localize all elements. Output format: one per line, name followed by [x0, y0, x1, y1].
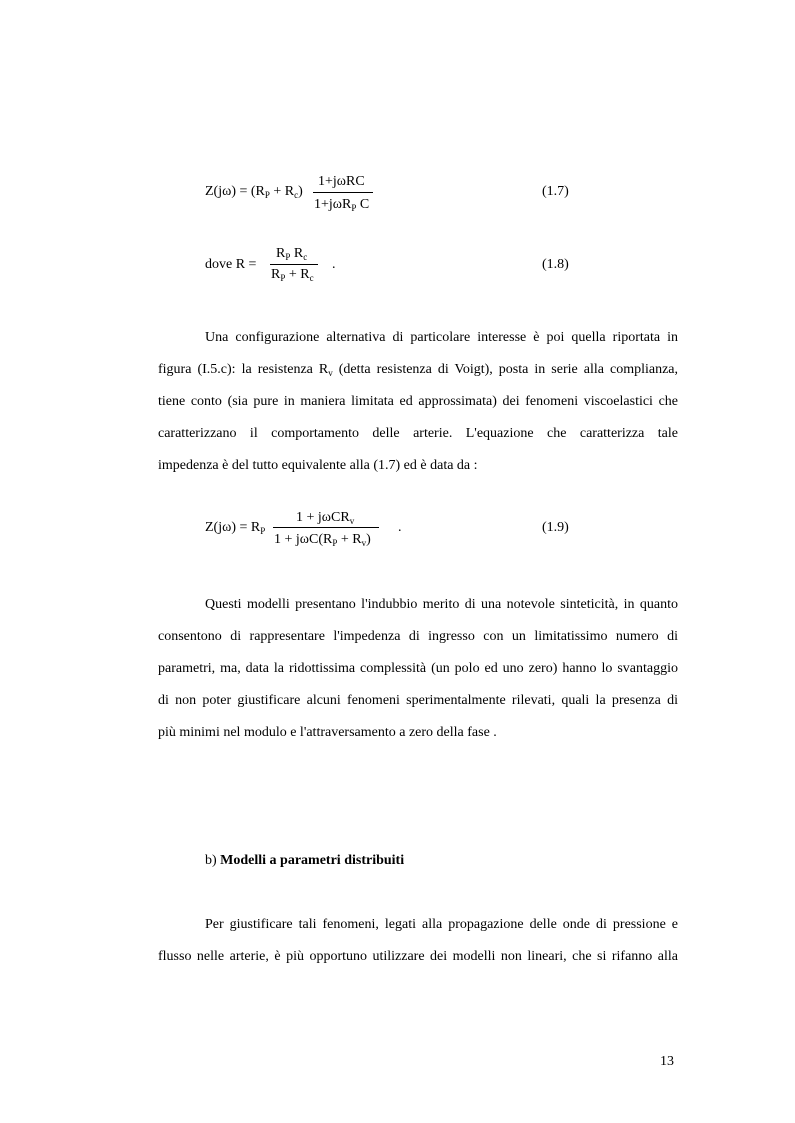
eq18-number: (1.8) — [542, 257, 569, 272]
eq18-fraction-bar — [270, 264, 318, 265]
paragraph-2-line-1: Questi modelli presentano l'indubbio merito di una notevole sinteticità, in quanto — [205, 597, 678, 612]
eq18-denominator: $R_P + R_c$ — [271, 267, 314, 283]
paragraph-2 — [158, 589, 678, 749]
eq18-lead: dove R = — [205, 257, 257, 272]
eq18-period: . — [332, 257, 336, 272]
paragraph-2-line-2: consentono di rappresentare l'impedenza di ingresso con un limitatissimo numero di — [158, 629, 678, 644]
paragraph-1-line-5: impedenza è del tutto equivalente alla (1.7) ed è data da : — [158, 458, 478, 473]
eq17-numerator: 1+jωRC — [318, 174, 365, 189]
paragraph-2-line-4: di non poter giustificare alcuni fenomeni sperimentalmente rilevati, quali la presenza di — [158, 693, 678, 708]
eq17-lhs: $Z(j\omega) = (R_P + R_c)$ — [205, 184, 303, 200]
eq19-numerator: 1 + jωCR$_v$ — [296, 510, 355, 526]
section-heading — [205, 853, 404, 869]
paragraph-1-line-2: figura (I.5.c): la resistenza $R_v$ (detta resistenza di Voigt), posta in serie alla complianza, — [158, 362, 679, 378]
paragraph-1-line-1: Una configurazione alternativa di particolare interesse è poi quella riportata in — [205, 330, 678, 345]
paragraph-1-line-4: caratterizzano il comportamento delle arterie. L'equazione che caratterizza tale — [158, 426, 678, 441]
paragraph-3-line-1: Per giustificare tali fenomeni, legati alla propagazione delle onde di pressione e — [205, 917, 678, 932]
section-title: Modelli a parametri distribuiti — [220, 853, 405, 868]
paragraph-3 — [158, 909, 678, 973]
eq17-denominator: 1+jωR$_P$ C — [314, 197, 370, 213]
eq18-numerator: $R_P$ $R_c$ — [276, 246, 308, 262]
page-number: 13 — [660, 1054, 674, 1069]
paragraph-1 — [158, 322, 678, 482]
eq19-period: . — [398, 520, 402, 535]
eq19-fraction-bar — [273, 527, 379, 528]
eq19-number: (1.9) — [542, 520, 569, 535]
eq17-number: (1.7) — [542, 184, 569, 199]
paragraph-2-line-3: parametri, ma, data la ridottissima complessità (un polo ed uno zero) hanno lo svantaggio — [158, 661, 678, 676]
paragraph-3-line-2: flusso nelle arterie, è più opportuno utilizzare dei modelli non lineari, che si rifanno alla — [158, 949, 678, 964]
paragraph-2-line-5: più minimi nel modulo e l'attraversamento a zero della fase . — [158, 725, 497, 740]
eq17-fraction-bar — [313, 192, 373, 193]
section-prefix: b) — [205, 853, 221, 868]
eq19-denominator: $1 + j\omega C(R_P + R_v)$ — [274, 532, 371, 548]
eq19-lhs: $Z(j\omega) = R_P$ — [205, 520, 266, 536]
paragraph-1-line-3: tiene conto (sia pure in maniera limitata ed approssimata) dei fenomeni viscoelastici che — [158, 394, 678, 409]
